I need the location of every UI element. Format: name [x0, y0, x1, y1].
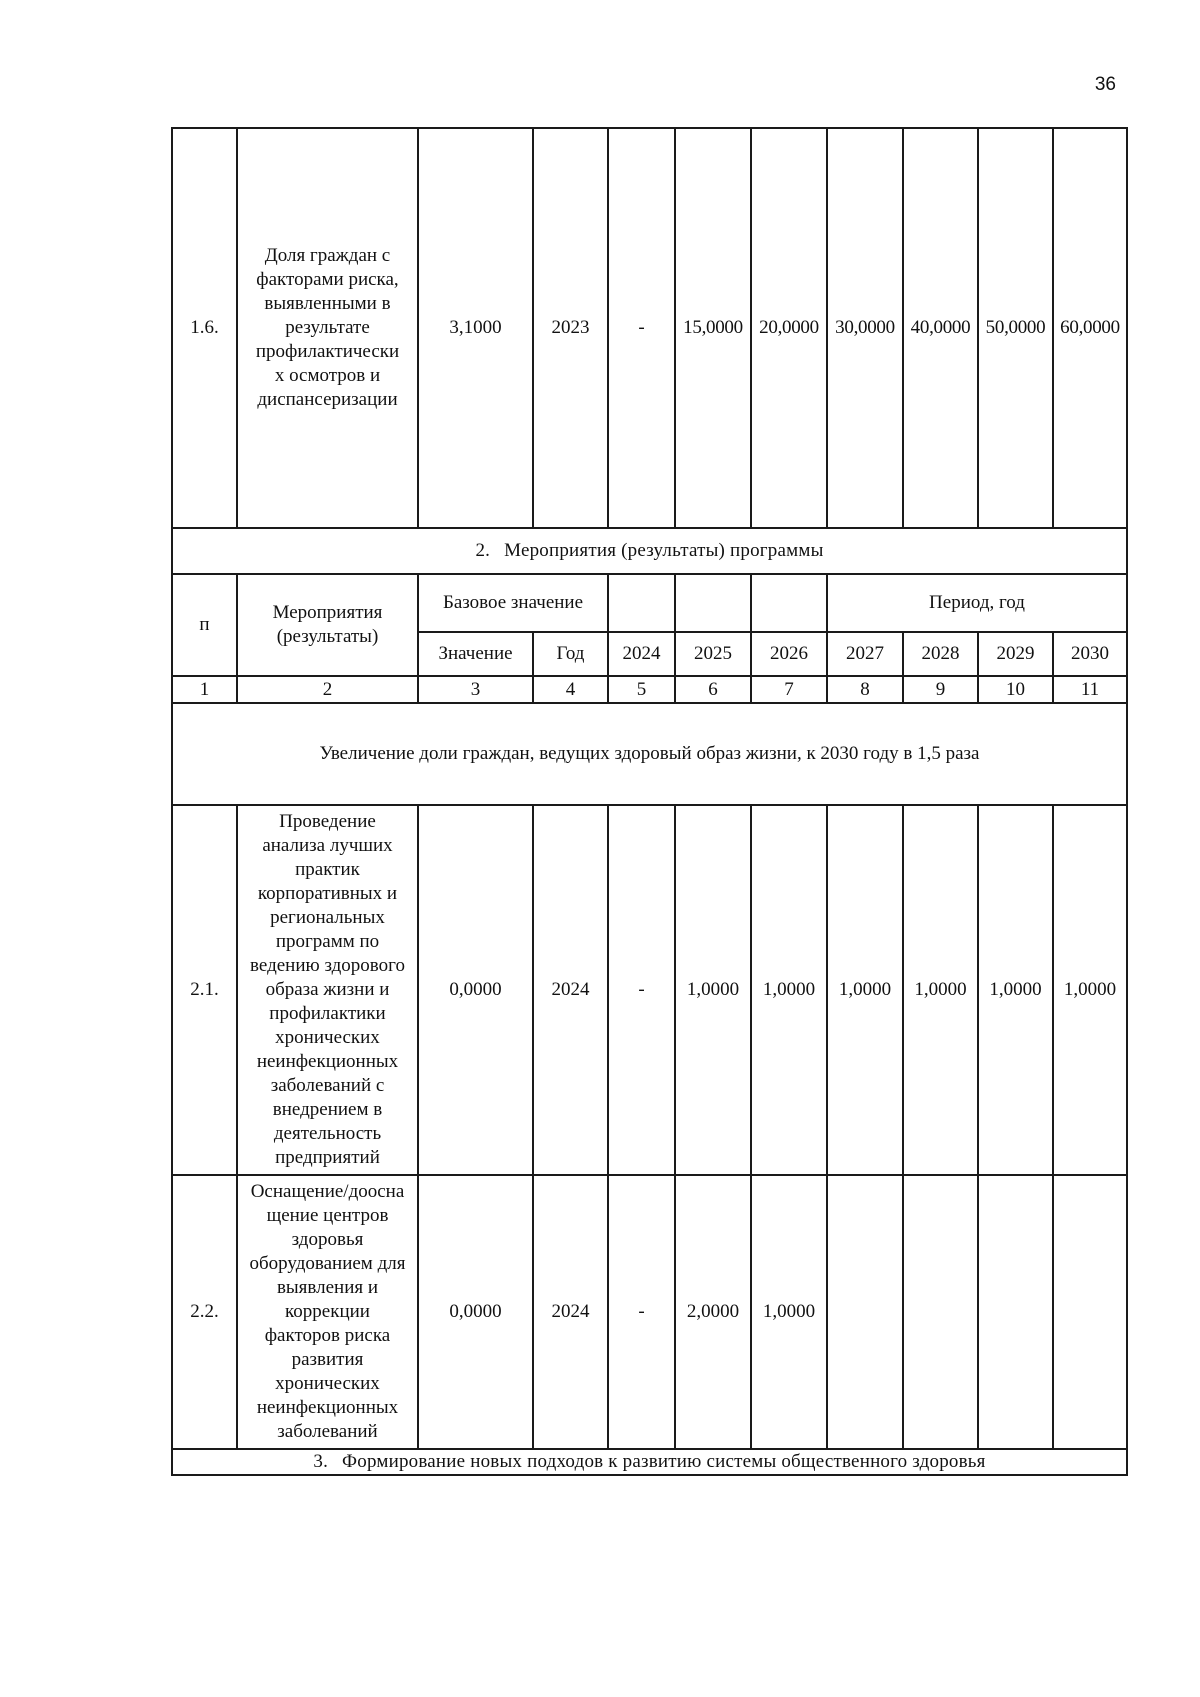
- base-value: 0,0000: [418, 1175, 533, 1449]
- section-2-text: Мероприятия (результаты) программы: [504, 540, 824, 561]
- header-col-events: Мероприятия (результаты): [237, 574, 418, 676]
- value-2025: 1,0000: [675, 805, 751, 1175]
- value-2030: 1,0000: [1053, 805, 1127, 1175]
- value-2029: 50,0000: [978, 128, 1053, 528]
- table-row-2-1: [172, 805, 1127, 1175]
- column-number: 2: [237, 676, 418, 703]
- section-3-row: [172, 1449, 1127, 1475]
- column-number: 11: [1053, 676, 1127, 703]
- value-2029: 1,0000: [978, 805, 1053, 1175]
- base-year: 2023: [533, 128, 608, 528]
- header-year-2029: 2029: [978, 632, 1053, 676]
- table-row-1-6: [172, 128, 1127, 528]
- header-base-group: Базовое значение: [418, 574, 608, 632]
- indicators-table: [171, 127, 1128, 1476]
- value-2028: [903, 1175, 978, 1449]
- column-number: 5: [608, 676, 675, 703]
- base-value: 3,1000: [418, 128, 533, 528]
- value-2024: -: [608, 128, 675, 528]
- value-2025: 2,0000: [675, 1175, 751, 1449]
- header-year-2028: 2028: [903, 632, 978, 676]
- header-empty-cell: [608, 574, 675, 632]
- section-2-number: 2.: [475, 540, 491, 561]
- base-value: 0,0000: [418, 805, 533, 1175]
- value-2028: 40,0000: [903, 128, 978, 528]
- column-number: 4: [533, 676, 608, 703]
- table-row-2-2: [172, 1175, 1127, 1449]
- header-col-p: п: [172, 574, 237, 676]
- value-2027: 1,0000: [827, 805, 903, 1175]
- header-year-2024: 2024: [608, 632, 675, 676]
- column-number: 10: [978, 676, 1053, 703]
- event-label: Проведение анализа лучших практик корпоративных и региональных программ по ведению здорового образа жизни и профилактики хронических неинфекционных заболеваний с внедрением в деятельность предприятий: [237, 805, 418, 1175]
- header-row-1: [172, 574, 1127, 632]
- row-number: 2.2.: [172, 1175, 237, 1449]
- header-empty-cell: [675, 574, 751, 632]
- value-2030: [1053, 1175, 1127, 1449]
- row-number: 1.6.: [172, 128, 237, 528]
- value-2026: 1,0000: [751, 805, 827, 1175]
- section-3-text: Формирование новых подходов к развитию системы общественного здоровья: [342, 1451, 986, 1472]
- header-sub-value: Значение: [418, 632, 533, 676]
- value-2025: 15,0000: [675, 128, 751, 528]
- column-number: 7: [751, 676, 827, 703]
- section-2-row: [172, 528, 1127, 574]
- value-2027: [827, 1175, 903, 1449]
- value-2029: [978, 1175, 1053, 1449]
- header-sub-year: Год: [533, 632, 608, 676]
- header-period-group: Период, год: [827, 574, 1127, 632]
- page-number: 36: [1094, 74, 1116, 95]
- value-2028: 1,0000: [903, 805, 978, 1175]
- column-number: 3: [418, 676, 533, 703]
- column-number: 8: [827, 676, 903, 703]
- value-2024: -: [608, 805, 675, 1175]
- header-year-2026: 2026: [751, 632, 827, 676]
- value-2026: 20,0000: [751, 128, 827, 528]
- section-2-title: [172, 528, 1127, 574]
- value-2024: -: [608, 1175, 675, 1449]
- goal-row: [172, 703, 1127, 805]
- goal-text: Увеличение доли граждан, ведущих здоровый образ жизни, к 2030 году в 1,5 раза: [172, 703, 1127, 805]
- event-label: Оснащение/дооcна щение центров здоровья оборудованием для выявления и коррекции факторов риска развития хронических неинфекционных заболеваний: [237, 1175, 418, 1449]
- header-year-2030: 2030: [1053, 632, 1127, 676]
- indicator-label: Доля граждан с факторами риска, выявленными в результате профилактически х осмотров и диспансеризации: [237, 128, 418, 528]
- header-year-2027: 2027: [827, 632, 903, 676]
- section-3-number: 3.: [313, 1451, 329, 1472]
- value-2027: 30,0000: [827, 128, 903, 528]
- header-year-2025: 2025: [675, 632, 751, 676]
- column-number: 6: [675, 676, 751, 703]
- value-2026: 1,0000: [751, 1175, 827, 1449]
- row-number: 2.1.: [172, 805, 237, 1175]
- header-empty-cell: [751, 574, 827, 632]
- column-number: 9: [903, 676, 978, 703]
- column-numbers-row: [172, 676, 1127, 703]
- column-number: 1: [172, 676, 237, 703]
- section-3-title: [172, 1449, 1127, 1475]
- base-year: 2024: [533, 805, 608, 1175]
- base-year: 2024: [533, 1175, 608, 1449]
- value-2030: 60,0000: [1053, 128, 1127, 528]
